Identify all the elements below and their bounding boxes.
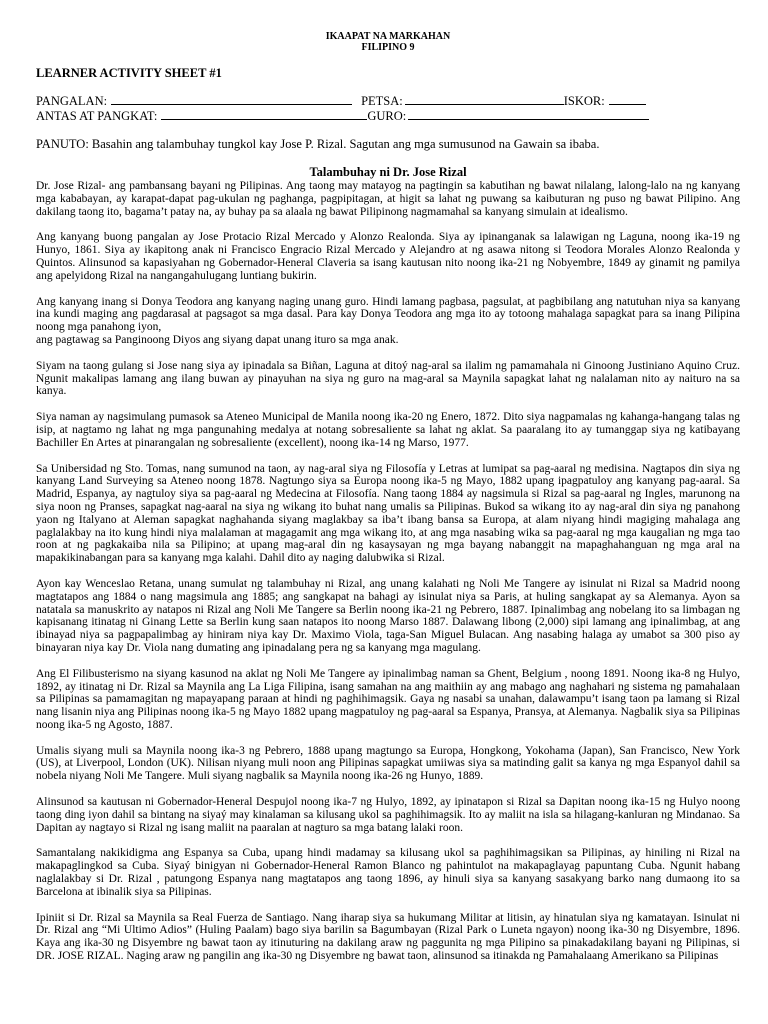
date-field[interactable] bbox=[405, 93, 564, 105]
biography-paragraph: Sa Unibersidad ng Sto. Tomas, nang sumunod na taon, ay nag-aral siya ng Filosofía y Letras at lumipat sa pag-aaral ng medisina. Nagtapos din siya ng kanyang Land Surveying sa Ateneo noong 1878. Nagtungo siya sa Europa noong ika-5 ng Mayo, 1882 upang ipagpatuloy ang kanyang pag-aaral. Sa Madrid, Espanya, ay nagtuloy siya sa pag-aaral ng Medecina at Filosofía. Nang taong 1884 ay nagsimula si Rizal sa pag-aaral ng Ingles, marunong na siya noon ng Pranses, sapagkat nag-aaral na siya ng wikang ito buhat nang umalis sa Pilipinas. Bukod sa wikang ito ay nag-aral din siya ng panahong yaon ng Italyano at Aleman sapagkat naghahanda siyang maglakbay sa iba’t ibang bansa sa Europa, at alam niyang hindi magiging mahalaga ang paglalakbay na ito kung hindi niya malalaman at magagamit ang mga wikang ito, at ang mga nasabing wika sa pag-aaral ng mga kaugalian ng mga tao roon at ng pagkakaiba nila sa Pilipino; at upang mag-aral din ng kasaysayan ng mga bayang nabanggit na mapaghahanguan ng mga aral na mapakikinabangan para sa kanyang mga kalahi. Dahil dito ay naging dalubwika si Rizal. bbox=[36, 462, 740, 565]
biography-paragraph: Umalis siyang muli sa Maynila noong ika-3 ng Pebrero, 1888 upang magtungo sa Europa, Hongkong, Yokohama (Japan), San Francisco, New York (US), at Liverpool, London (UK). Nilisan niyang muli noon ang Pilipinas sapagkat umiiwas siya sa matinding galit sa kanya ng mga Espanyol dahil sa nobela niyang Noli Me Tangere. Muli siyang nagbalik sa Maynila noong ika-26 ng Hunyo, 1889. bbox=[36, 744, 740, 783]
biography-paragraph: Ayon kay Wenceslao Retana, unang sumulat ng talambuhay ni Rizal, ang unang kalahati ng Noli Me Tangere ay isinulat ni Rizal sa Madrid noong magtatapos ang 1884 o nang magsimula ang 1885; ang sangkapat na bahagi ay isinulat niya sa Paris, at huling sangkapat ay sa Alemanya. Ayon sa natatala sa manuskrito ay natapos ni Rizal ang Noli Me Tangere sa Berlin noong ika-21 ng Pebrero, 1887. Ipinalimbag ang nobelang ito sa limbagan ng kapisanang itinatag ni Ginang Lette sa Berlin kung saan natapos ito noong Marso 1887. Dalawang libong (2,000) sipi lamang ang ipinalimbag, at ang ibinayad niya sa pagpapalimbag ay hiniram niya kay Dr. Maximo Viola, taga-San Miguel Bulacan. Ang nasabing halaga ay umabot sa 300 piso ay binayaran niya kay Dr. Viola nang dumating ang ipinadalang pera ng sa kanyang mga magulang. bbox=[36, 577, 740, 654]
name-field[interactable] bbox=[111, 93, 352, 105]
date-label: PETSA: bbox=[361, 94, 403, 108]
student-info-form bbox=[36, 93, 740, 123]
biography-paragraph: Ang El Filibusterismo na siyang kasunod na aklat ng Noli Me Tangere ay ipinalimbag naman sa Ghent, Belgium , noong 1891. Noong ika-8 ng Hulyo, 1892, ay itinatag ni Dr. Rizal sa Maynila ang La Liga Filipina, isang samahan na ang maithiin ay ang mabago ang naghahari ng sistema ng pamahalaan sa Pilipinas sa pamamagitan ng mapayapang paraan at hindi ng paghihimagsik. Gaya ng nasabi sa unahan, dalawampu’t isang taon pa lamang si Rizal nang lisanin niya ang Pilipinas noong ika-5 ng Mayo 1882 upang magpatuloy ng pag-aaral sa Espanya, Pransya, at Alemanya. Nagbalik siya sa Pilipinas noong ika-5 ng Agosto, 1887. bbox=[36, 667, 740, 731]
activity-title: LEARNER ACTIVITY SHEET #1 bbox=[36, 66, 222, 80]
biography-paragraph: Siya naman ay nagsimulang pumasok sa Ateneo Municipal de Manila noong ika-20 ng Enero, 1872. Dito siya nagpamalas ng kahanga-hangang talas ng isip, at nagtamo ng lahat ng mga pangunahing medalya at notang sobresaliente sa lahat ng aklat. Sa paaralang ito ay tumanggap siya ng katibayang Bachiller En Artes at pinarangalan ng sobresaliente (excellent), noong ika-14 ng Marso, 1977. bbox=[36, 411, 740, 449]
biography-paragraph: Ipiniit si Dr. Rizal sa Maynila sa Real Fuerza de Santiago. Nang iharap siya sa hukumang Militar at litisin, ay hinatulan siya ng kamatayan. Isinulat ni Dr. Rizal ang “Mi Ultimo Adios” (Huling Paalam) bago siya barilin sa Bagumbayan (Rizal Park o Luneta ngayon) noong ika-30 ng Disyembre, 1896. Kaya ang ika-30 ng Disyembre ng bawat taon ay itinuturing na dakilang araw ng paggunita ng mga Pilipino sa pinakadakilang bayani ng Pilipinas, si DR. JOSE RIZAL. Naging araw ng pangilin ang ika-30 ng Disyembre ng bawat taon, alinsunod sa itinakda ng Pamahalaang Amerikano sa Pilipinas bbox=[36, 911, 740, 963]
score-label: ISKOR: bbox=[563, 94, 605, 108]
quarter-heading: IKAAPAT NA MARKAHAN bbox=[325, 31, 451, 42]
directions-text: PANUTO: Basahin ang talambuhay tungkol kay Jose P. Rizal. Sagutan ang mga sumusunod na Gawain sa ibaba. bbox=[36, 137, 600, 151]
biography-title: Talambuhay ni Dr. Jose Rizal bbox=[309, 165, 467, 179]
grade-section-label: ANTAS AT PANGKAT: bbox=[36, 109, 158, 123]
biography-paragraph: Ang kanyang buong pangalan ay Jose Protacio Rizal Mercado y Alonzo Realonda. Siya ay ipinanganak sa lalawigan ng Laguna, noong ika-19 ng Hunyo, 1861. Siya ay ikapitong anak ni Francisco Engracio Rizal Mercado y Alejandro at ng asawa nitong si Teodora Morales Alonzo Realonda y Quintos. Alinsunod sa kapasiyahan ng Gobernador-Heneral Claveria sa isang kautusan nito noong ika-21 ng Nobyembre, 1849 ay ginamit ng pamilya ang apelyidong Rizal na nangangahulugang luntiang bukirin. bbox=[36, 231, 740, 282]
teacher-field[interactable] bbox=[408, 108, 649, 120]
form-row-1 bbox=[36, 93, 740, 108]
biography-paragraph: Samantalang nakikidigma ang Espanya sa Cuba, upang hindi madamay sa kilusang ukol sa paghihimagsikan sa Pilipinas, ay hiniling ni Rizal na makapaglingkod sa Cuba. Siyaý binigyan ni Gobernador-Heneral Ramon Blanco ng pahintulot na makapaglayag papuntang Cuba. Ngunit habang naglalakbay si Dr. Rizal , patungong Espanya nang magtatapos ang taong 1896, ay hinuli siya sa kanyang sasakyang barko nang dumaong ito sa Barcelona at ibinalik siya sa Pilipinas. bbox=[36, 847, 740, 898]
grade-section-field[interactable] bbox=[161, 108, 367, 120]
score-field[interactable] bbox=[609, 93, 646, 105]
name-label: PANGALAN: bbox=[36, 94, 108, 108]
form-row-2 bbox=[36, 108, 740, 123]
subject-heading: FILIPINO 9 bbox=[361, 42, 415, 53]
biography-body bbox=[36, 180, 740, 963]
biography-paragraph: Dr. Jose Rizal- ang pambansang bayani ng Pilipinas. Ang taong may matayog na pagtingin sa kabutihan ng bawat nilalang, lalong-lalo na ng kanyang mga kababayan, ay karapat-dapat pag-ukulan ng paghanga, pagpipitagan, at higit sa lahat ng puwang sa kaibuturan ng puso ng bawat Pilipino. Ang dakilang taong ito, bagama’t patay na, ay buhay pa sa alaala ng bawat Pilipinong nagmamahal sa kanyang simulain at idealismo. bbox=[36, 180, 740, 218]
biography-paragraph: Ang kanyang inang si Donya Teodora ang kanyang naging unang guro. Hindi lamang pagbasa, pagsulat, at pagbibilang ang natutuhan niya sa kanyang ina kundi maging ang pagdarasal at pagsagot sa mga dasal. Para kay Donya Teodora ang mga ito ay totoong mahalaga sapagkat para sa inang Pilipina noong mga panahong iyon, ang pagtawag sa Panginoong Diyos ang siyang dapat unang ituro sa mga anak. bbox=[36, 295, 740, 346]
teacher-label: GURO: bbox=[367, 109, 407, 123]
biography-paragraph: Siyam na taong gulang si Jose nang siya ay ipinadala sa Biñan, Laguna at ditoý nag-aral sa ilalim ng pamamahala ni Ginoong Justiniano Aquino Cruz. Ngunit makalipas lamang ang ilang buwan ay pinayuhan na siya ng guro na mag-aral sa Maynila sapagkat lahat ng nalalaman nito ay naituro na sa kanya. bbox=[36, 359, 740, 398]
biography-paragraph: Alinsunod sa kautusan ni Gobernador-Heneral Despujol noong ika-7 ng Hulyo, 1892, ay ipinatapon si Rizal sa Dapitan noong ika-15 ng Hulyo noong taong ding iyon dahil sa bintang na siyaý may kinalaman sa kilusang ukol sa paghihimagsik. Ito ay maliit na isla sa hilagang-kanluran ng Mindanao. Sa Dapitan ay nagtayo si Rizal ng isang maliit na paaralan at nagturo sa mga batang lalaki roon. bbox=[36, 796, 740, 834]
